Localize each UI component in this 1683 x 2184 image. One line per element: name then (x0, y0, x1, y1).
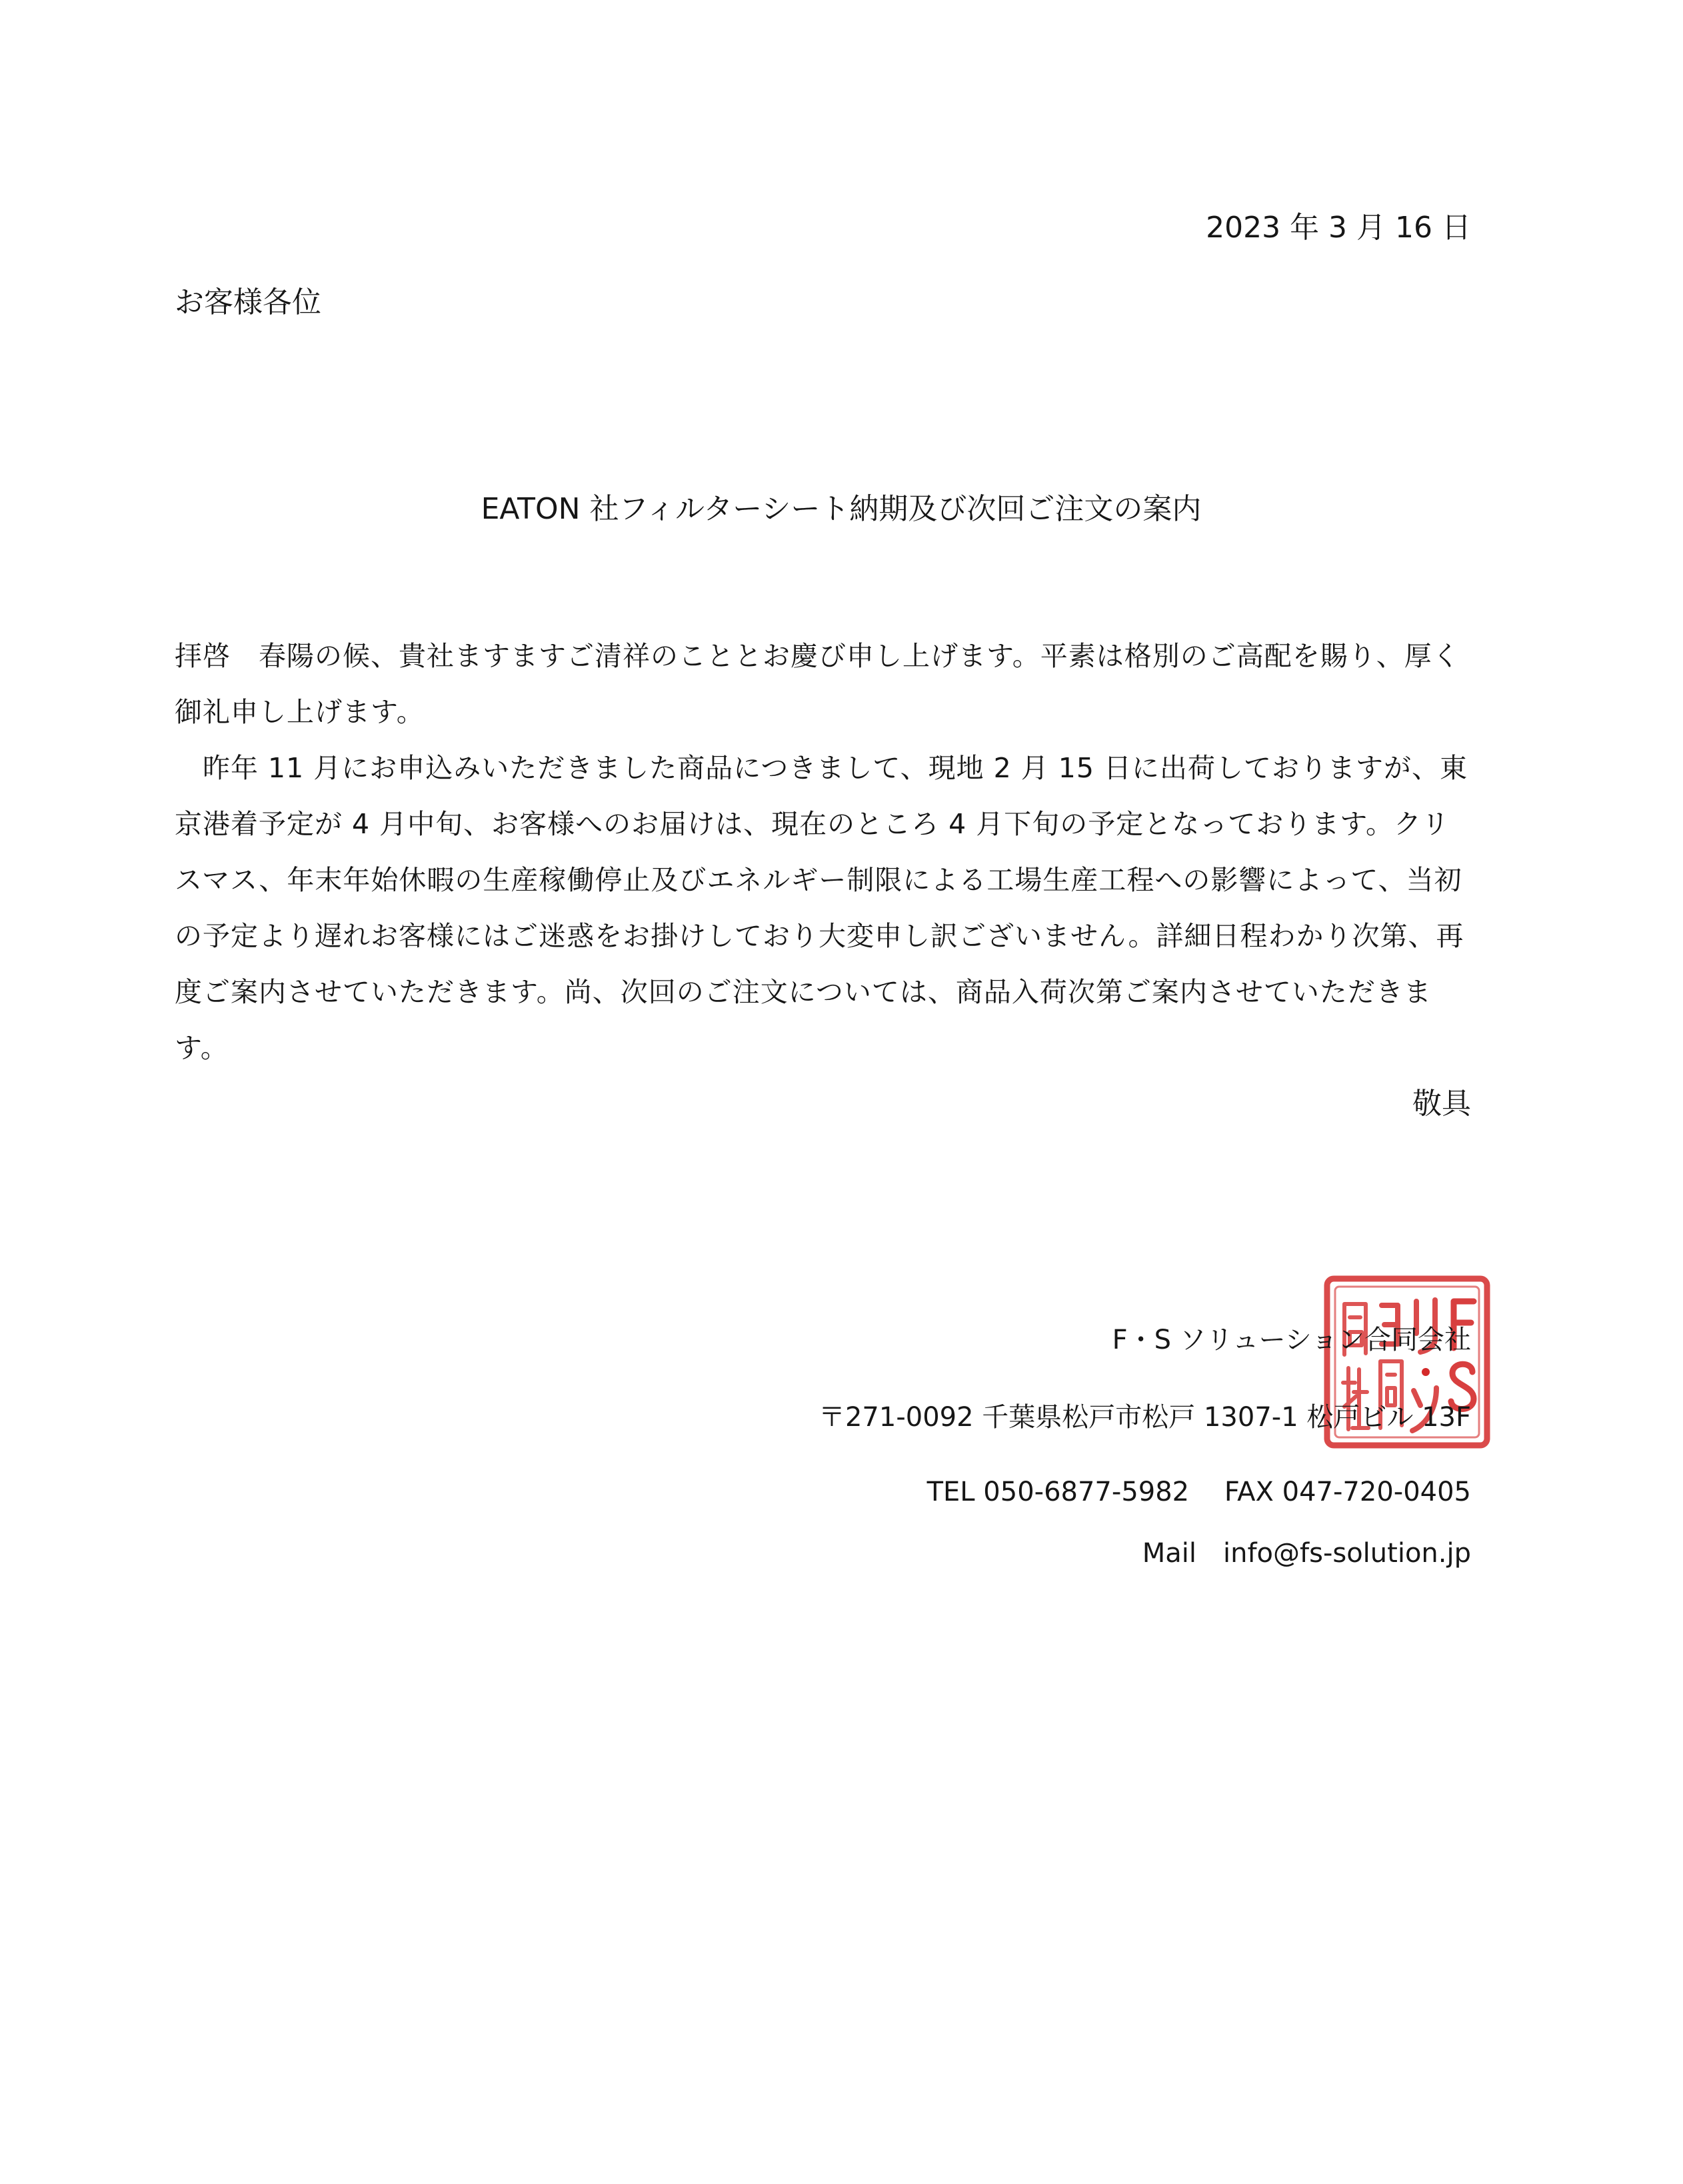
signature-address: 〒271-0092 千葉県松戸市松戸 1307-1 松戸ビル 13F (818, 1402, 1471, 1433)
body-paragraph-main: 昨年 11 月にお申込みいただきました商品につきまして、現地 2 月 15 日に出荷しておりますが、東京港着予定が 4 月中旬、お客様へのお届けは、現在のところ 4 月下旬の予定となっております。クリスマス、年末年始休暇の生産稼働停止及びエネルギー制限による工場生産工程への影響によって、当初の予定より遅れお客様にはご迷惑をお掛けしており大変申し訳ございません。詳細日程わかり次第、再度ご案内させていただきます。尚、次回のご注文については、商品入荷次第ご案内させていただきます。 (175, 752, 1468, 1064)
letter-title: EATON 社フィルターシート納期及び次回ご注文の案内 (481, 492, 1202, 526)
signature-email: Mail info@fs-solution.jp (1142, 1538, 1471, 1569)
signature-phone-fax: TEL 050-6877-5982 FAX 047-720-0405 (926, 1477, 1471, 1507)
letter-body (175, 628, 1474, 1076)
letter-date: 2023 年 3 月 16 日 (1206, 211, 1471, 245)
signature-company-name: F・S ソリューション合同会社 (1112, 1325, 1471, 1355)
addressee: お客様各位 (175, 285, 321, 319)
body-paragraph-greeting: 拝啓 春陽の候、貴社ますますご清祥のこととお慶び申し上げます。平素は格別のご高配を賜り、厚く御礼申し上げます。 (175, 640, 1460, 728)
closing-remark: 敬具 (1412, 1087, 1471, 1121)
